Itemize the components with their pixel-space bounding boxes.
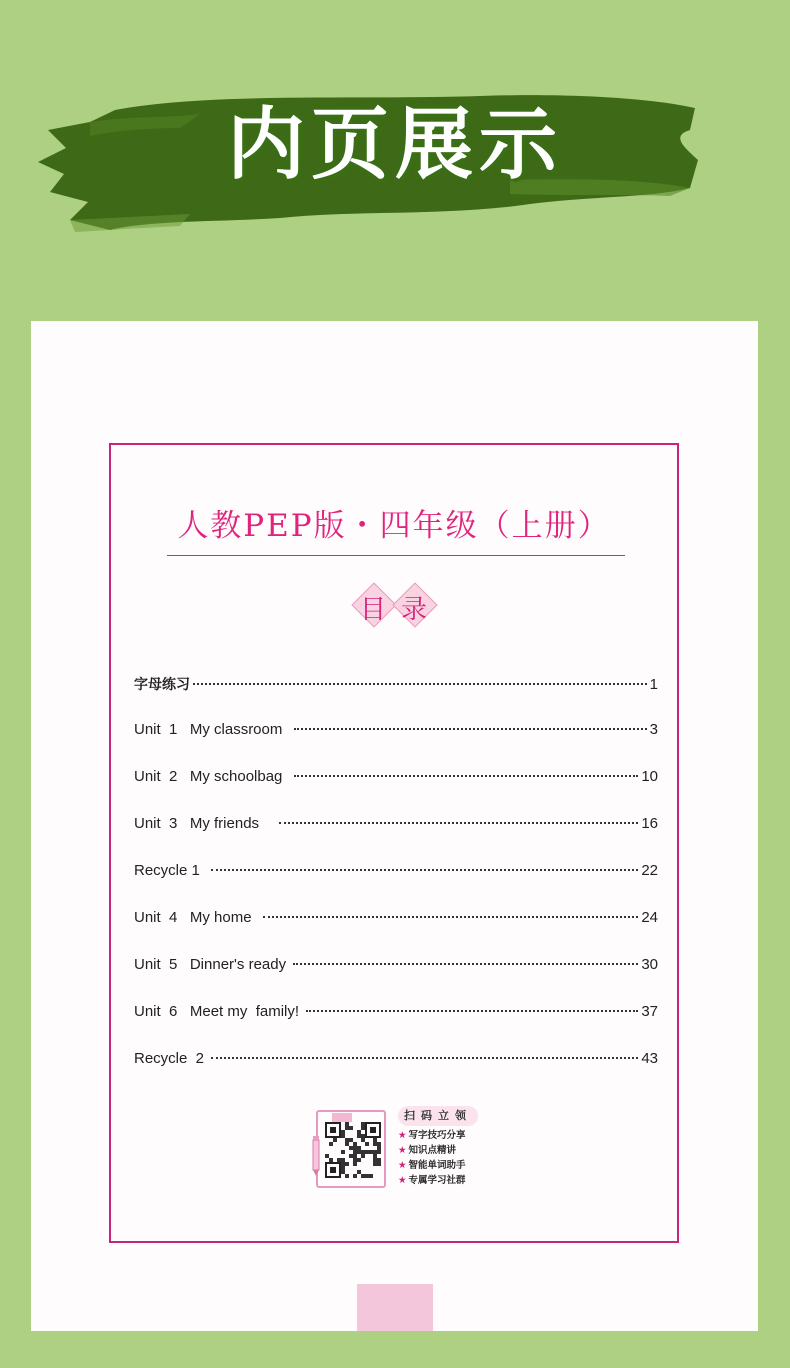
toc-entry[interactable]	[134, 956, 658, 980]
toc-entry[interactable]	[134, 862, 658, 886]
qr-feature-item	[398, 1144, 456, 1158]
toc-entry[interactable]	[134, 1050, 658, 1074]
star-icon: ★	[398, 1175, 407, 1186]
toc-leader-dots	[294, 728, 647, 730]
qr-feature-item	[398, 1174, 466, 1188]
edition-title: 人教PEP版・四年级（上册）	[177, 508, 611, 544]
toc-entry[interactable]	[134, 674, 658, 698]
toc-entry[interactable]	[134, 768, 658, 792]
scan-heading: 扫码立领	[398, 1106, 478, 1126]
qr-tag	[332, 1113, 352, 1122]
toc-leader-dots	[193, 683, 647, 685]
qr-feature-label: 智能单词助手	[408, 1160, 466, 1171]
qr-feature-label: 写字技巧分享	[408, 1130, 466, 1141]
toc-entry-page: 3	[649, 721, 658, 738]
qr-code-icon[interactable]	[325, 1122, 381, 1178]
toc-entry-label: Unit 6 Meet my family!	[134, 1003, 304, 1020]
toc-entry-label: Unit 5 Dinner's ready	[134, 956, 291, 973]
toc-heading-badge	[349, 585, 443, 633]
qr-feature-item	[398, 1159, 466, 1173]
toc-heading-char: 录	[400, 595, 427, 625]
qr-promo	[310, 1102, 485, 1197]
book-page	[31, 321, 758, 1331]
toc-entry-page: 10	[641, 768, 658, 785]
contents-frame	[109, 443, 679, 1243]
toc-entry-page: 16	[641, 815, 658, 832]
toc-entry[interactable]	[134, 721, 658, 745]
toc-entry[interactable]	[134, 815, 658, 839]
star-icon: ★	[398, 1145, 407, 1156]
toc-leader-dots	[211, 1057, 638, 1059]
toc-entry-page: 30	[641, 956, 658, 973]
toc-leader-dots	[211, 869, 638, 871]
toc-entry-label: Unit 1 My classroom	[134, 721, 291, 738]
toc-entry[interactable]	[134, 1003, 658, 1027]
qr-feature-item	[398, 1129, 466, 1143]
toc-entry-label: Recycle 2	[134, 1050, 209, 1067]
toc-leader-dots	[293, 963, 638, 965]
toc-entry-label: 字母练习	[134, 677, 190, 693]
toc-leader-dots	[279, 822, 639, 824]
toc-leader-dots	[263, 916, 638, 918]
qr-feature-label: 专属学习社群	[408, 1175, 466, 1186]
toc-entry-page: 24	[641, 909, 658, 926]
qr-feature-label: 知识点精讲	[408, 1145, 457, 1156]
toc-entry-page: 22	[641, 862, 658, 879]
star-icon: ★	[398, 1130, 407, 1141]
toc-entry-page: 43	[641, 1050, 658, 1067]
star-icon: ★	[398, 1160, 407, 1171]
toc-entry-page: 37	[641, 1003, 658, 1020]
toc-entry-label: Recycle 1	[134, 862, 209, 879]
page-bottom-tab	[357, 1284, 433, 1331]
pencil-icon	[312, 1136, 320, 1176]
toc-entry-label: Unit 4 My home	[134, 909, 260, 926]
toc-entry-label: Unit 2 My schoolbag	[134, 768, 291, 785]
toc-leader-dots	[294, 775, 639, 777]
toc-entry-label: Unit 3 My friends	[134, 815, 276, 832]
banner-title: 内页展示	[226, 100, 563, 190]
toc-entry[interactable]	[134, 909, 658, 933]
toc-leader-dots	[306, 1010, 638, 1012]
toc-heading-char: 目	[359, 595, 386, 625]
title-divider	[167, 555, 625, 556]
toc-entry-page: 1	[649, 676, 658, 693]
